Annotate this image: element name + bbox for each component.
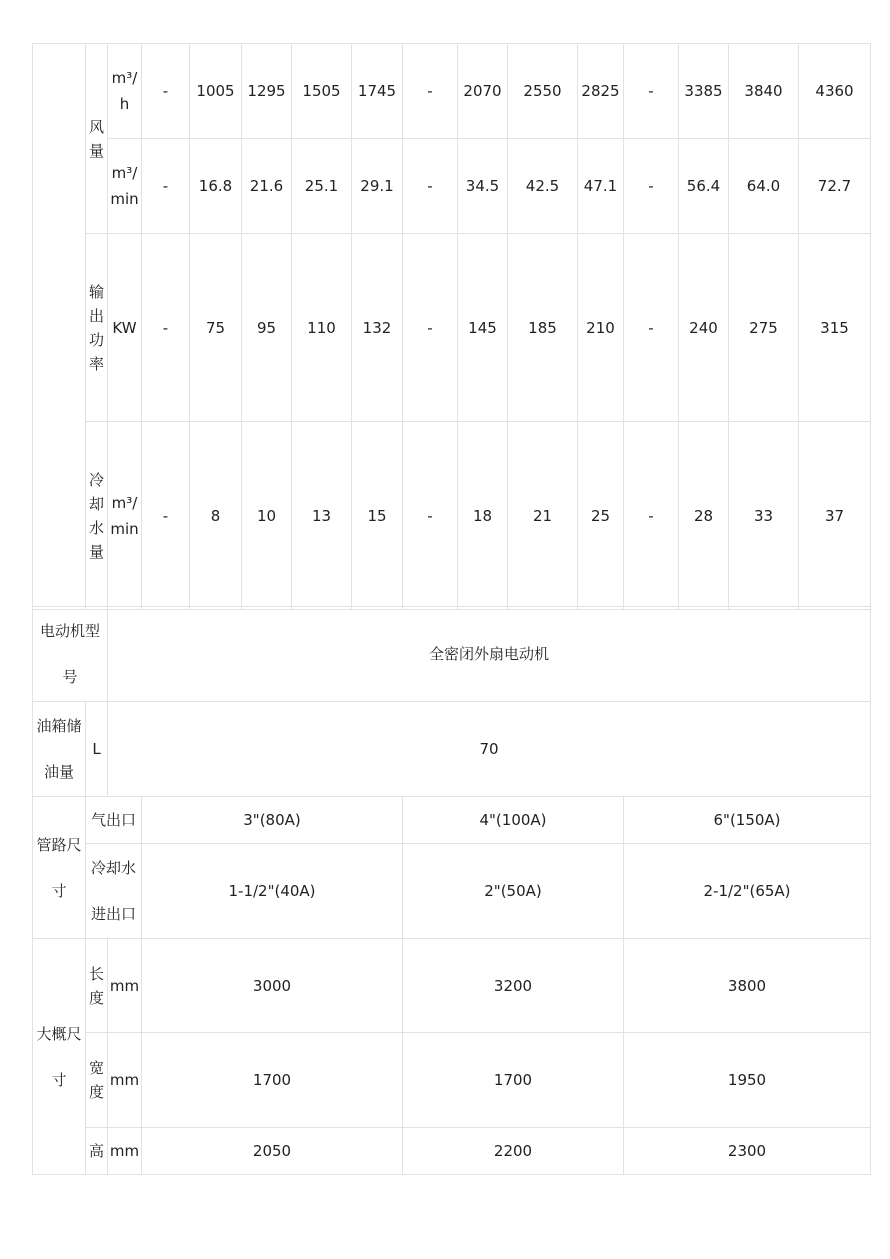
value-cell: 75 xyxy=(190,234,242,422)
width-label: 宽 度 xyxy=(86,1033,108,1128)
value-cell: 47.1 xyxy=(578,139,624,234)
value-cell: 6"(150A) xyxy=(624,797,871,844)
value-cell: 2550 xyxy=(508,44,578,139)
cooling-water-row xyxy=(33,422,871,610)
value-cell: 25 xyxy=(578,422,624,610)
value-cell: - xyxy=(624,422,679,610)
air-outlet-label: 气出口 xyxy=(86,797,142,844)
width-unit: mm xyxy=(108,1033,142,1128)
value-cell: 95 xyxy=(242,234,292,422)
value-cell: 72.7 xyxy=(799,139,871,234)
value-cell: 42.5 xyxy=(508,139,578,234)
height-label: 高 xyxy=(86,1128,108,1175)
airflow-label: 风 量 xyxy=(86,44,108,234)
value-cell: 8 xyxy=(190,422,242,610)
value-cell: 2050 xyxy=(142,1128,403,1175)
value-cell: 3000 xyxy=(142,939,403,1033)
cooling-water-label: 冷 却 水 量 xyxy=(86,422,108,610)
value-cell: - xyxy=(624,139,679,234)
value-cell: 1700 xyxy=(142,1033,403,1128)
spec-table xyxy=(32,43,871,610)
value-cell: 145 xyxy=(458,234,508,422)
length-row xyxy=(33,939,871,1033)
value-cell: 2-1/2"(65A) xyxy=(624,844,871,939)
value-cell: 25.1 xyxy=(292,139,352,234)
value-cell: 1-1/2"(40A) xyxy=(142,844,403,939)
cooling-water-unit: m³/ min xyxy=(108,422,142,610)
value-cell: - xyxy=(142,234,190,422)
power-unit: KW xyxy=(108,234,142,422)
value-cell: 275 xyxy=(729,234,799,422)
power-label: 输 出 功 率 xyxy=(86,234,108,422)
value-cell: 132 xyxy=(352,234,403,422)
value-cell: 2"(50A) xyxy=(403,844,624,939)
piping-label: 管路尺 寸 xyxy=(33,797,86,939)
value-cell: 10 xyxy=(242,422,292,610)
value-cell: 1505 xyxy=(292,44,352,139)
airflow-m3min-row xyxy=(33,139,871,234)
value-cell: - xyxy=(142,139,190,234)
length-unit: mm xyxy=(108,939,142,1033)
value-cell: - xyxy=(624,234,679,422)
value-cell: 2070 xyxy=(458,44,508,139)
oil-tank-label: 油箱储 油量 xyxy=(33,702,86,797)
value-cell: - xyxy=(403,139,458,234)
value-cell: 185 xyxy=(508,234,578,422)
spec-table-lower xyxy=(32,606,871,1175)
value-cell: 1005 xyxy=(190,44,242,139)
value-cell: 28 xyxy=(679,422,729,610)
value-cell: 210 xyxy=(578,234,624,422)
value-cell: - xyxy=(403,44,458,139)
motor-row xyxy=(33,607,871,702)
value-cell: 21.6 xyxy=(242,139,292,234)
value-cell: - xyxy=(403,234,458,422)
value-cell: 15 xyxy=(352,422,403,610)
value-cell: 2300 xyxy=(624,1128,871,1175)
value-cell: 1700 xyxy=(403,1033,624,1128)
value-cell: 16.8 xyxy=(190,139,242,234)
value-cell: 29.1 xyxy=(352,139,403,234)
height-row xyxy=(33,1128,871,1175)
height-unit: mm xyxy=(108,1128,142,1175)
airflow-m3h-row xyxy=(33,44,871,139)
value-cell: 21 xyxy=(508,422,578,610)
airflow-m3min-unit: m³/ min xyxy=(108,139,142,234)
value-cell: 3"(80A) xyxy=(142,797,403,844)
value-cell: 2825 xyxy=(578,44,624,139)
value-cell: 33 xyxy=(729,422,799,610)
piping-air-outlet-row xyxy=(33,797,871,844)
value-cell: 3200 xyxy=(403,939,624,1033)
value-cell: - xyxy=(142,44,190,139)
value-cell: 2200 xyxy=(403,1128,624,1175)
width-row xyxy=(33,1033,871,1128)
power-row xyxy=(33,234,871,422)
value-cell: 64.0 xyxy=(729,139,799,234)
blank-category-cell xyxy=(33,44,86,610)
value-cell: 3800 xyxy=(624,939,871,1033)
value-cell: 13 xyxy=(292,422,352,610)
value-cell: 34.5 xyxy=(458,139,508,234)
value-cell: 110 xyxy=(292,234,352,422)
value-cell: - xyxy=(624,44,679,139)
oil-tank-value: 70 xyxy=(108,702,871,797)
value-cell: 4360 xyxy=(799,44,871,139)
cooling-water-port-label: 冷却水 进出口 xyxy=(86,844,142,939)
oil-tank-unit: L xyxy=(86,702,108,797)
motor-value: 全密闭外扇电动机 xyxy=(108,607,871,702)
value-cell: 1295 xyxy=(242,44,292,139)
oil-tank-row xyxy=(33,702,871,797)
value-cell: - xyxy=(403,422,458,610)
value-cell: 18 xyxy=(458,422,508,610)
motor-label: 电动机型 号 xyxy=(33,607,108,702)
value-cell: 240 xyxy=(679,234,729,422)
piping-cooling-water-row xyxy=(33,844,871,939)
airflow-m3h-unit: m³/ h xyxy=(108,44,142,139)
value-cell: 56.4 xyxy=(679,139,729,234)
value-cell: 315 xyxy=(799,234,871,422)
value-cell: 1950 xyxy=(624,1033,871,1128)
value-cell: - xyxy=(142,422,190,610)
length-label: 长 度 xyxy=(86,939,108,1033)
value-cell: 3385 xyxy=(679,44,729,139)
value-cell: 1745 xyxy=(352,44,403,139)
value-cell: 4"(100A) xyxy=(403,797,624,844)
value-cell: 3840 xyxy=(729,44,799,139)
value-cell: 37 xyxy=(799,422,871,610)
dimensions-label: 大概尺 寸 xyxy=(33,939,86,1175)
